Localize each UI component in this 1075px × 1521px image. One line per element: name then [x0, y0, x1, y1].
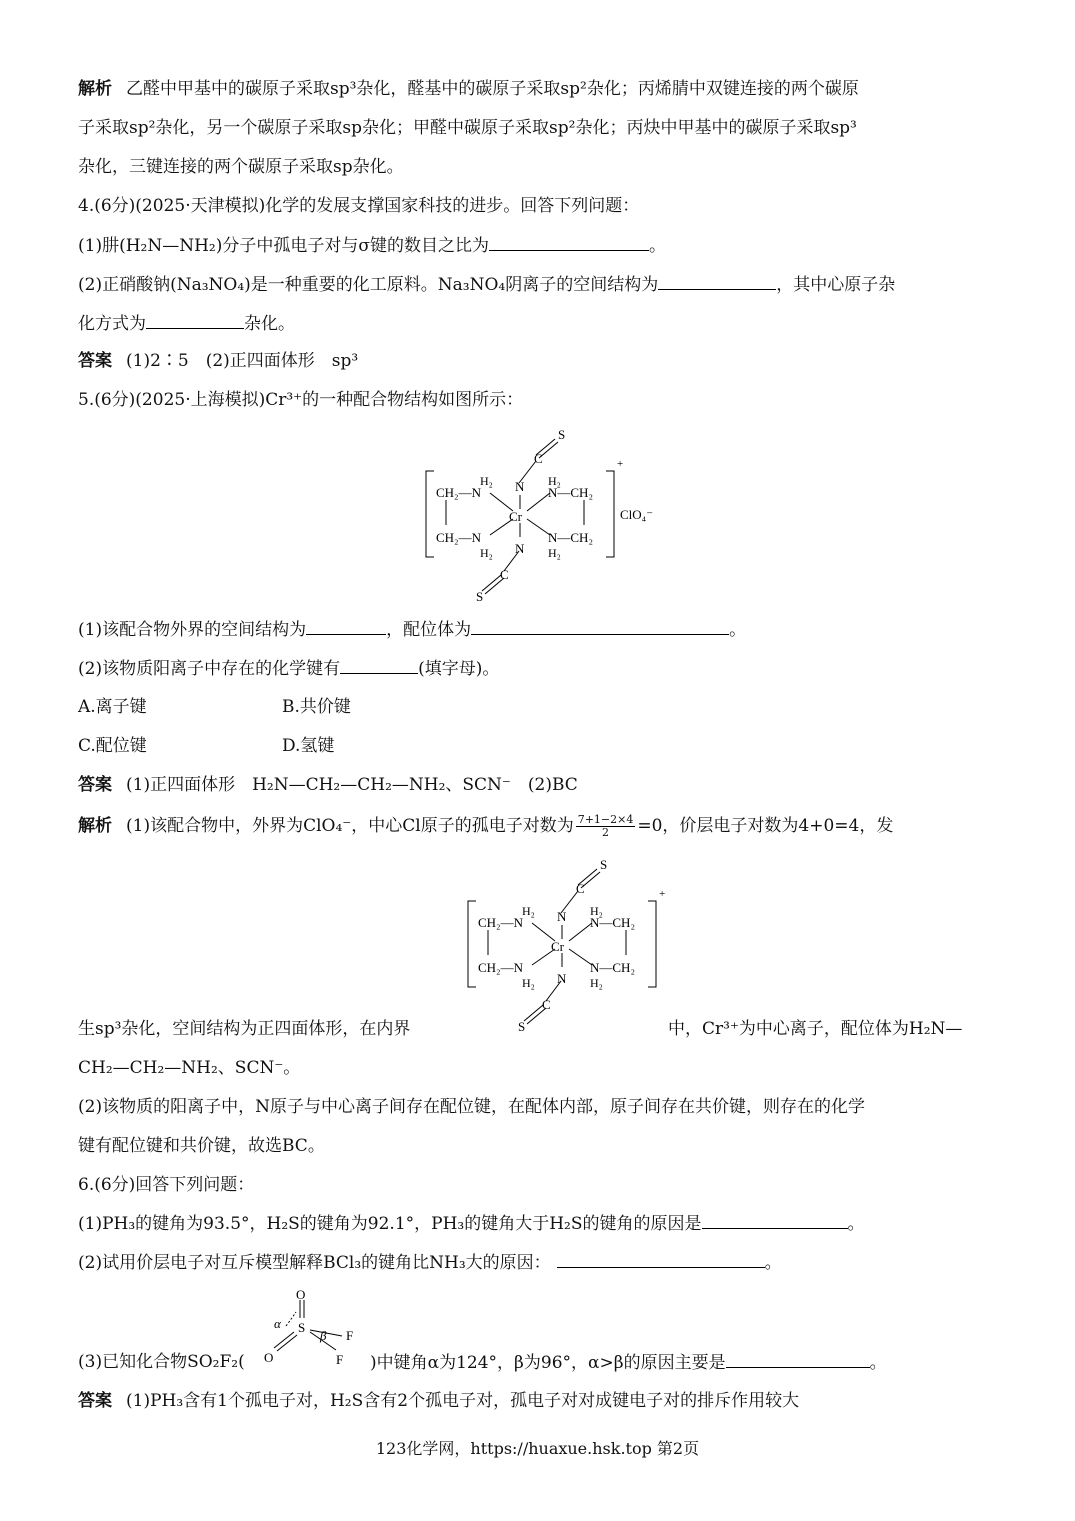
complex-bot-S: S — [476, 589, 484, 604]
complex2-h2-ur: H₂ — [590, 904, 603, 918]
complex2-ch2n-ll: CH₂—N — [478, 960, 523, 975]
text: 。 — [729, 620, 747, 640]
complex2-charge: + — [659, 888, 666, 900]
complex-h2-ul: H₂ — [480, 474, 493, 488]
complex-charge: + — [617, 458, 624, 470]
text: 。 — [847, 1214, 865, 1234]
explanation-5-line-3: CH₂—CH₂—NH₂、SCN⁻。 — [78, 1058, 301, 1078]
complex2-h2-ul: H₂ — [522, 904, 535, 918]
question-4-part-1 — [78, 234, 666, 257]
so2f2-O-top: O — [296, 1288, 306, 1302]
text: 化方式为 — [78, 314, 146, 334]
text: (1)PH₃含有1个孤电子对，H₂S含有2个孤电子对，孤电子对对成键电子对的排斥作用较大 — [126, 1391, 800, 1411]
so2f2-F2: F — [336, 1352, 344, 1367]
question-5-part-1 — [78, 618, 746, 641]
text: 乙醛中甲基中的碳原子采取sp³杂化，醛基中的碳原子采取sp²杂化；丙烯腈中双键连接的两个碳原 — [126, 79, 859, 99]
jiexi-label: 解析 — [78, 816, 112, 836]
text: (1)该配合物中，外界为ClO₄⁻，中心Cl原子的孤电子对数为 — [126, 816, 574, 836]
complex-structure-figure — [420, 425, 660, 605]
text: (1)PH₃的键角为93.5°，H₂S的键角为92.1°，PH₃的键角大于H₂S的键角的原因是 — [78, 1214, 702, 1234]
explanation-line-1 — [78, 78, 859, 100]
answer-blank[interactable] — [702, 1212, 848, 1229]
text: )中键角α为124°，β为96°，α>β的原因主要是 — [370, 1353, 726, 1373]
text: (2)正硝酸钠(Na₃NO₄)是一种重要的化工原料。Na₃NO₄阴离子的空间结构为 — [78, 275, 659, 295]
question-6-part-1 — [78, 1212, 865, 1235]
complex-h2-ur: H₂ — [548, 474, 561, 488]
answer-4 — [78, 350, 358, 372]
question-5-part-2 — [78, 657, 499, 680]
question-6-part-3b — [370, 1351, 887, 1374]
daan-label: 答案 — [78, 1391, 112, 1411]
question-4-part-2 — [78, 273, 895, 296]
complex-top-S: S — [558, 427, 566, 442]
fraction-numerator: 7+1−2×4 — [577, 813, 634, 826]
page-footer: 123化学网，https://huaxue.hsk.top 第2页 — [375, 1439, 700, 1458]
explanation-5-line-2a: 生sp³杂化，空间结构为正四面体形，在内界 — [78, 1019, 411, 1039]
text: (1)2∶5 (2)正四面体形 sp³ — [126, 351, 359, 371]
complex2-bot-C: C — [542, 997, 551, 1012]
complex2-cr: Cr — [551, 939, 564, 954]
answer-blank[interactable] — [726, 1351, 870, 1368]
so2f2-beta: β — [320, 1328, 327, 1343]
question-4-part-2-cont — [78, 312, 295, 335]
complex-bot-N: N — [515, 541, 525, 556]
so2f2-F1: F — [346, 1328, 354, 1343]
explanation-5-line-5: 键有配位键和共价键，故选BC。 — [78, 1136, 325, 1156]
complex-structure-figure-2 — [462, 855, 702, 1035]
so2f2-alpha: α — [274, 1316, 281, 1331]
complex2-h2-lr: H₂ — [590, 976, 603, 990]
text: 。 — [869, 1353, 887, 1373]
answer-blank[interactable] — [146, 312, 244, 329]
complex-ch2n-ll: CH₂—N — [436, 530, 481, 545]
option-D[interactable]: D.氢键 — [282, 736, 335, 756]
explanation-5-line-1 — [78, 814, 893, 839]
complex-nch2-ur: N—CH₂ — [548, 485, 593, 500]
text: =0，价层电子对数为4+0=4，发 — [637, 816, 894, 836]
explanation-line-3: 杂化，三键连接的两个碳原子采取sp杂化。 — [78, 157, 404, 177]
complex-top-C: C — [534, 451, 543, 466]
question-4-title: 4.(6分)(2025·天津模拟)化学的发展支撑国家科技的进步。回答下列问题： — [78, 196, 640, 216]
complex-bot-C: C — [500, 567, 509, 582]
text: (填字母)。 — [418, 659, 500, 679]
explanation-5-line-4: (2)该物质的阳离子中，N原子与中心离子间存在配位键，在配体内部，原子间存在共价键，则存在的化学 — [78, 1097, 865, 1117]
complex2-top-N: N — [557, 909, 567, 924]
complex2-ch2n-ul: CH₂—N — [478, 915, 523, 930]
complex2-top-S: S — [600, 857, 608, 872]
answer-5 — [78, 774, 578, 796]
answer-blank[interactable] — [658, 273, 776, 290]
explanation-line-2: 子采取sp²杂化，另一个碳原子采取sp杂化；甲醛中碳原子采取sp²杂化；丙炔中甲基中的碳原子采取sp³ — [78, 118, 857, 138]
answer-blank[interactable] — [471, 618, 729, 635]
text: (2)试用价层电子对互斥模型解释BCl₃的键角比NH₃大的原因： — [78, 1253, 551, 1273]
option-A[interactable]: A.离子键 — [78, 697, 147, 717]
fraction — [576, 814, 636, 839]
text: 。 — [764, 1253, 782, 1273]
complex2-nch2-ur: N—CH₂ — [590, 915, 635, 930]
complex-nch2-lr: N—CH₂ — [548, 530, 593, 545]
complex2-bot-S: S — [518, 1019, 526, 1034]
daan-label: 答案 — [78, 351, 112, 371]
complex-top-N: N — [515, 479, 525, 494]
text: (1)正四面体形 H₂N—CH₂—CH₂—NH₂、SCN⁻ (2)BC — [126, 775, 578, 795]
text: (1)该配合物外界的空间结构为 — [78, 620, 307, 640]
daan-label: 答案 — [78, 775, 112, 795]
jiexi-label: 解析 — [78, 79, 112, 99]
complex-ch2n-ul: CH₂—N — [436, 485, 481, 500]
explanation-5-line-2b: 中，Cr³⁺为中心离子，配位体为H₂N— — [668, 1019, 963, 1039]
complex-cr: Cr — [509, 509, 522, 524]
question-6-part-3a: (3)已知化合物SO₂F₂( — [78, 1352, 245, 1372]
complex2-top-C: C — [576, 881, 585, 896]
option-B[interactable]: B.共价键 — [282, 697, 351, 717]
answer-6 — [78, 1390, 799, 1412]
so2f2-O-left: O — [264, 1350, 274, 1365]
question-5-title: 5.(6分)(2025·上海模拟)Cr³⁺的一种配合物结构如图所示： — [78, 390, 524, 410]
answer-blank[interactable] — [557, 1251, 765, 1268]
answer-blank[interactable] — [489, 234, 649, 251]
text: 杂化。 — [244, 314, 295, 334]
answer-blank[interactable] — [306, 618, 386, 635]
question-6-title: 6.(6分)回答下列问题： — [78, 1175, 255, 1195]
option-C[interactable]: C.配位键 — [78, 736, 147, 756]
so2f2-S: S — [298, 1320, 306, 1335]
answer-blank[interactable] — [340, 657, 418, 674]
text: (2)该物质阳离子中存在的化学键有 — [78, 659, 341, 679]
so2f2-structure — [258, 1288, 368, 1372]
complex-anion: ClO₄⁻ — [620, 507, 654, 522]
complex-h2-lr: H₂ — [548, 546, 561, 560]
complex2-nch2-lr: N—CH₂ — [590, 960, 635, 975]
text: 。 — [648, 236, 666, 256]
text: ，配位体为 — [386, 620, 472, 640]
complex2-bot-N: N — [557, 971, 567, 986]
text: ，其中心原子杂 — [776, 275, 896, 295]
complex2-h2-ll: H₂ — [522, 976, 535, 990]
text: (1)肼(H₂N—NH₂)分子中孤电子对与σ键的数目之比为 — [78, 236, 489, 256]
complex-h2-ll: H₂ — [480, 546, 493, 560]
fraction-denominator: 2 — [602, 826, 610, 839]
question-6-part-2 — [78, 1251, 782, 1274]
